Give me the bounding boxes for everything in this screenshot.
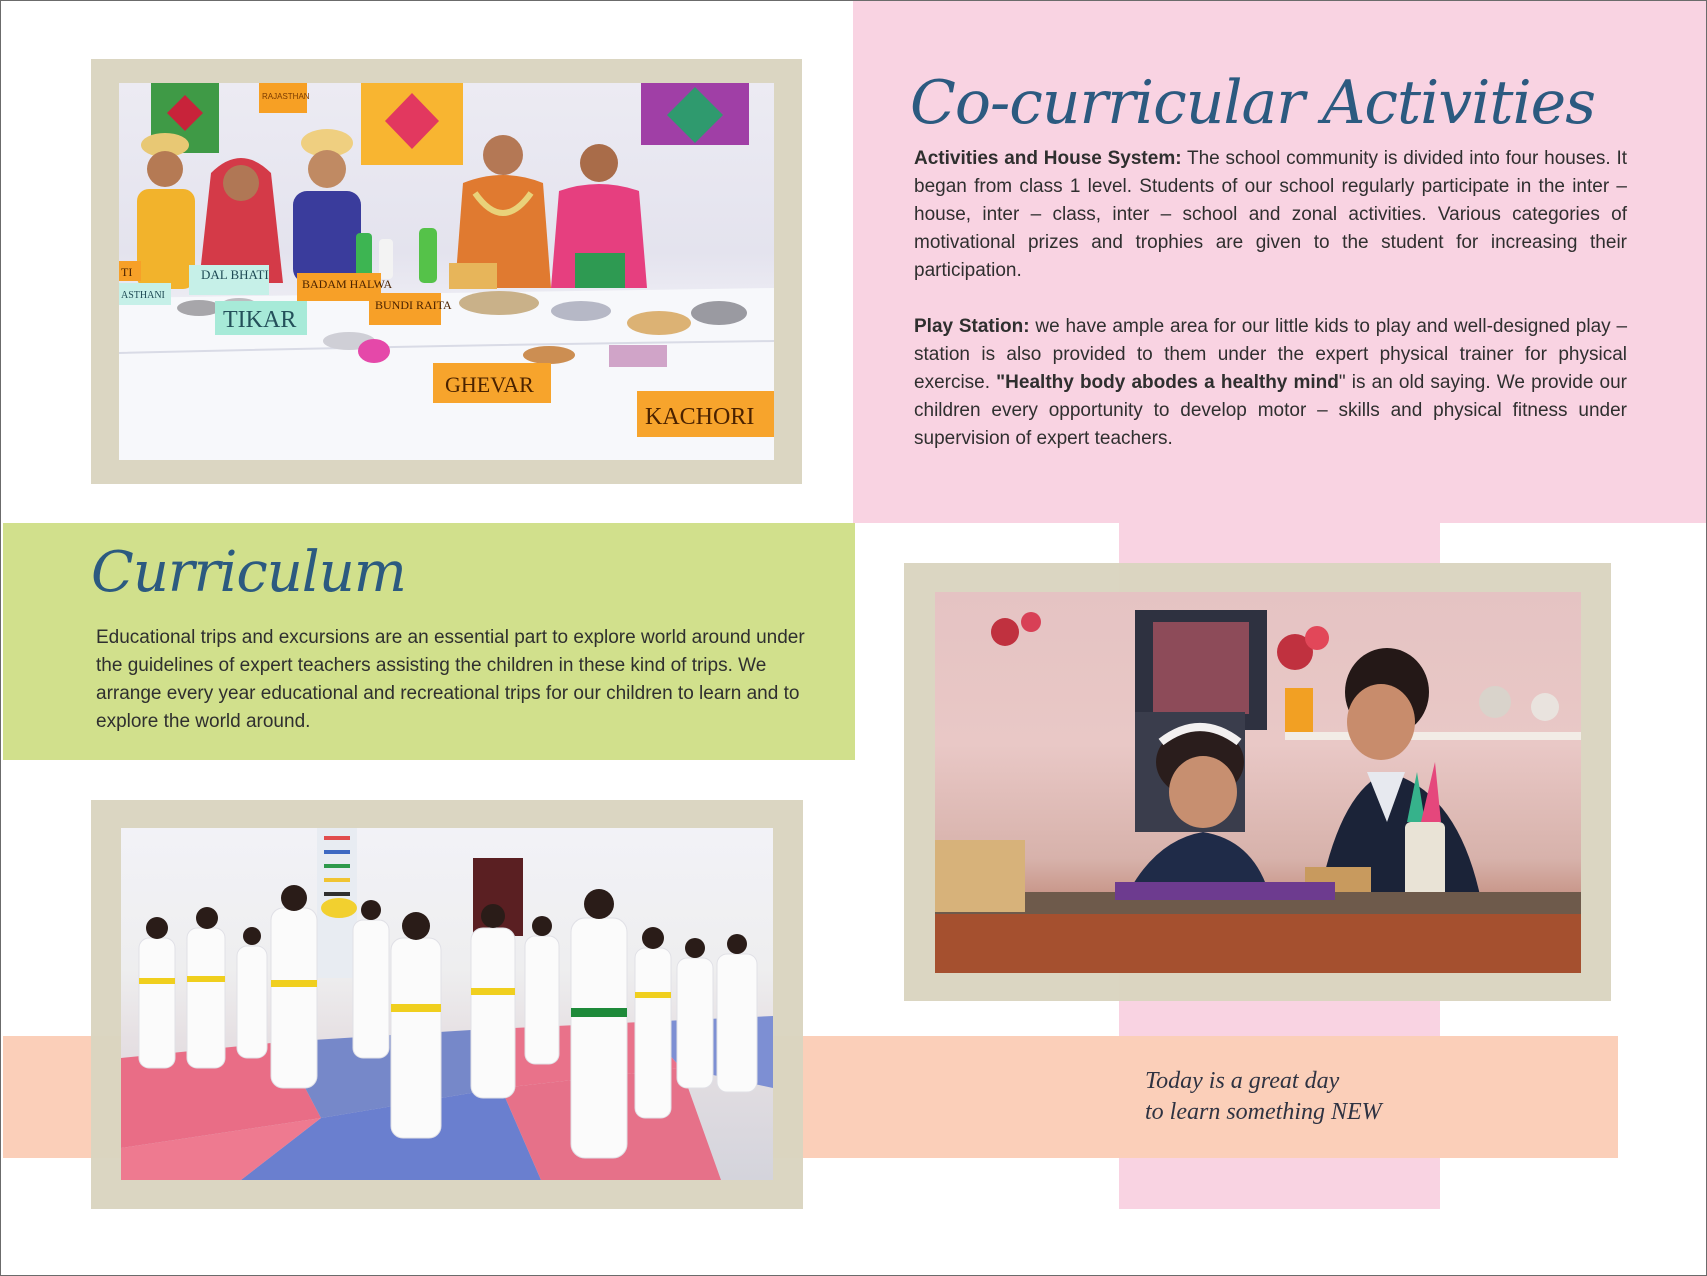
food-label-kachori <box>637 391 774 437</box>
flag-text-rajasthan: RAJASTHAN <box>262 92 310 101</box>
house-system-text: The school community is divided into four houses. It began from class 1 level. Students of our school regularly participate in the inter – house, inter – class, inter – school and zonal activities. Various categories of motivational prizes and trophies are given to the student for increasing their participation. <box>914 148 1627 281</box>
child-1 <box>137 133 195 289</box>
svg-text:ASTHANI: ASTHANI <box>121 290 165 301</box>
tagline-line-2: to learn something NEW <box>1145 1099 1382 1125</box>
curriculum-paragraph: Educational trips and excursions are an essential part to explore world around under the guidelines of expert teachers assisting the children in these kind of trips. We arrange every year educational and recreational trips for our children to learn and to explore the world around. <box>96 627 805 732</box>
healthy-body-quote: "Healthy body abodes a healthy mind <box>996 372 1339 393</box>
play-station-text-before: we have ample area for our little kids to play and well-designed play – station is also provided to them under the expert physical trainer for physical exercise. <box>914 316 1628 393</box>
child-2 <box>199 158 283 283</box>
student-heads <box>146 885 747 958</box>
stick-craft <box>935 840 1025 912</box>
bottle-white <box>379 239 393 279</box>
food-label-dal-bhati <box>189 265 269 295</box>
svg-text:DAL BHATI: DAL BHATI <box>201 267 269 282</box>
photo-food-festival <box>119 83 774 460</box>
bottle-green-2 <box>419 228 437 283</box>
photo-taekwondo-class <box>121 828 773 1180</box>
food-festival-illustration <box>119 83 774 460</box>
play-station-text-after: " is an old saying. We provide our children every opportunity to develop motor – skills and physical fitness under supervision of expert teachers. <box>914 372 1627 449</box>
taekwondo-illustration <box>121 828 773 1180</box>
curriculum-heading: Curriculum <box>91 540 406 605</box>
svg-text:BUNDI RAITA: BUNDI RAITA <box>375 298 452 312</box>
food-label-bundi-raita <box>369 293 452 325</box>
desk <box>935 912 1581 973</box>
svg-text:BADAM HALWA: BADAM HALWA <box>302 277 393 291</box>
craft-illustration <box>935 592 1581 973</box>
house-system-label: Activities and House System: <box>914 148 1182 169</box>
tagline <box>1145 1066 1382 1128</box>
play-station-paragraph <box>914 313 1627 453</box>
svg-text:KACHORI: KACHORI <box>645 404 755 430</box>
play-station-label: Play Station: <box>914 316 1030 337</box>
svg-text:TI: TI <box>121 265 133 279</box>
craft-paper <box>1115 882 1335 900</box>
bottle-green <box>356 233 372 278</box>
food-label-ghevar <box>433 363 551 403</box>
child-3 <box>293 129 361 283</box>
svg-text:TIKAR: TIKAR <box>223 307 297 333</box>
tagline-line-1: Today is a great day <box>1145 1068 1340 1094</box>
photo-children-craft <box>935 592 1581 973</box>
pencil-stand-yellow <box>1285 688 1313 732</box>
food-label-tikar <box>215 301 307 335</box>
house-system-paragraph <box>914 145 1627 285</box>
co-curricular-heading: Co-curricular Activities <box>910 68 1595 138</box>
svg-text:GHEVAR: GHEVAR <box>445 372 534 397</box>
wall-shelf <box>1285 732 1581 740</box>
green-belt <box>571 1008 627 1017</box>
child-5 <box>551 144 647 288</box>
